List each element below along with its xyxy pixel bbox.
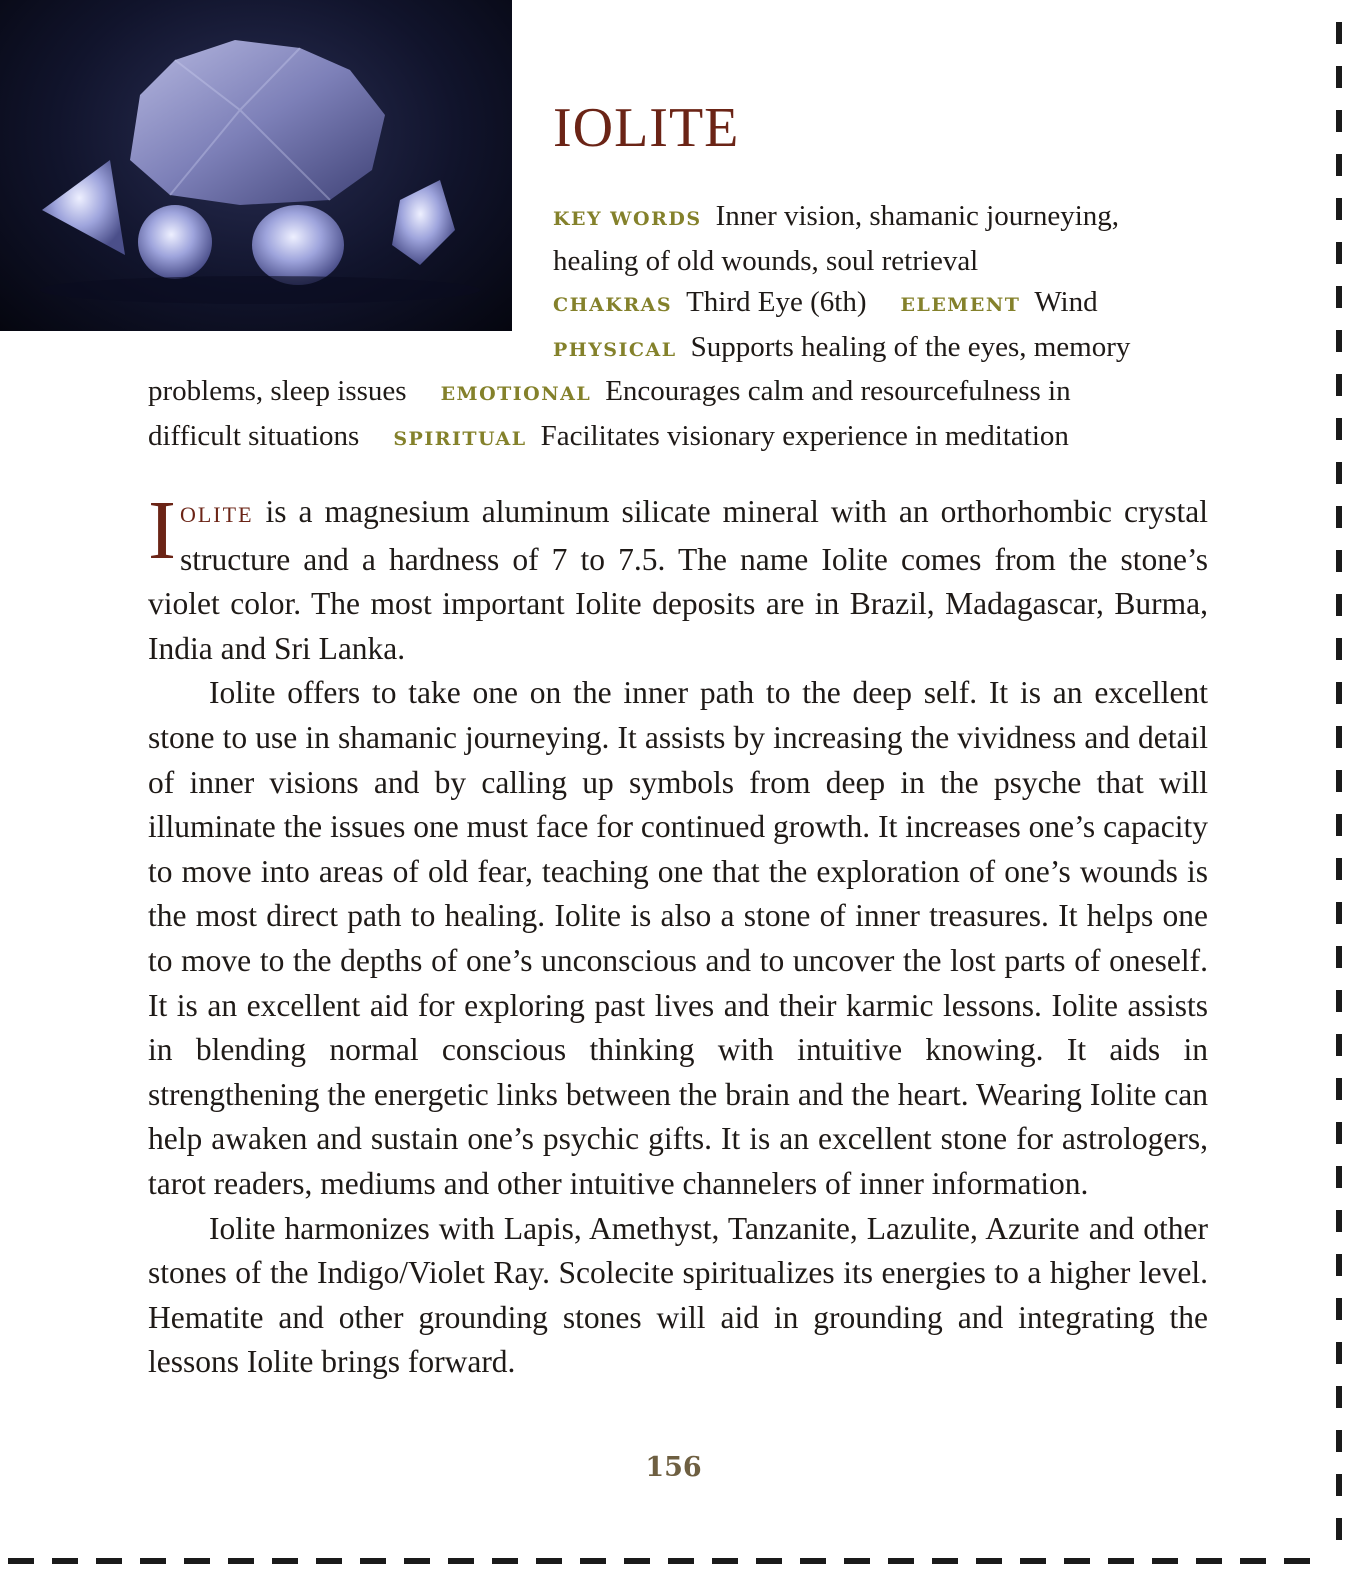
edge-mark: [228, 1558, 254, 1564]
edge-mark: [1336, 110, 1342, 132]
edge-mark: [1336, 726, 1342, 748]
edge-mark: [1336, 374, 1342, 396]
edge-mark: [712, 1558, 738, 1564]
physical-emotional-line: [148, 371, 1208, 416]
edge-mark: [1336, 550, 1342, 572]
drop-cap: I: [148, 484, 176, 577]
lead-smallcaps: OLITE: [179, 502, 254, 527]
edge-mark: [888, 1558, 914, 1564]
edge-mark: [1336, 242, 1342, 264]
edge-mark: [800, 1558, 826, 1564]
properties-block: [148, 196, 1208, 460]
body-text: [148, 484, 1208, 1385]
edge-mark: [1336, 286, 1342, 308]
edge-mark: [360, 1558, 386, 1564]
element-label: ELEMENT: [900, 294, 1021, 316]
paragraph-1-text: is a magnesium aluminum silicate mineral with an orthorhombic crystal structure and a hardness of 7 to 7.5. The name Iolite comes from the stone’s violet color. The most important Iolite deposits are in Brazil, Madagascar, Burma, India and Sri Lanka.: [148, 494, 1208, 666]
edge-mark: [1336, 946, 1342, 968]
edge-mark: [1336, 1254, 1342, 1276]
edge-mark: [1020, 1558, 1046, 1564]
edge-mark: [316, 1558, 342, 1564]
edge-mark: [1336, 682, 1342, 704]
page-title: IOLITE: [553, 97, 740, 159]
spiritual-label: SPIRITUAL: [393, 427, 527, 450]
emotional-label: EMOTIONAL: [440, 383, 592, 405]
physical-label: PHYSICAL: [553, 338, 677, 361]
edge-mark: [52, 1558, 78, 1564]
paragraph-2: Iolite offers to take one on the inner path to the deep self. It is an excellent stone to use in shamanic journeying. It assists by increasing the vividness and detail of inner visions and by calling up symbols from deep in the psyche that will illuminate the issues one must face for continued growth. It increases one’s capacity to move into areas of old fear, teaching one that the exploration of one’s wounds is the most direct path to healing. Iolite is also a stone of inner treasures. It helps one to move to the depths of one’s unconscious and to uncover the lost parts of oneself. It is an excellent aid for exploring past lives and their karmic lessons. Iolite assists in blending normal conscious thinking with intuitive knowing. It aids in strengthening the energetic links between the brain and the heart. Wearing Iolite can help awaken and sustain one’s psychic gifts. It is an excellent stone for astrologers, tarot readers, mediums and other intuitive channelers of inner information.: [148, 675, 1208, 1201]
keywords-line-2: [148, 241, 1208, 283]
physical-value-1: Supports healing of the eyes, memory: [690, 330, 1131, 363]
edge-mark: [1336, 902, 1342, 924]
edge-mark: [140, 1558, 166, 1564]
keywords-label: KEY WORDS: [553, 208, 702, 230]
keywords-value-2: healing of old wounds, soul retrieval: [553, 244, 979, 277]
paragraph-3: Iolite harmonizes with Lapis, Amethyst, Tanzanite, Lazulite, Azurite and other stones of the Indigo/Violet Ray. Scolecite spiritualizes its energies to a higher level. Hematite and other grounding stones will aid in grounding and integrating the lessons Iolite brings forward.: [148, 1210, 1208, 1380]
keywords-value-1: Inner vision, shamanic journeying,: [715, 200, 1120, 232]
edge-mark: [1336, 638, 1342, 660]
edge-mark: [1336, 858, 1342, 880]
edge-mark: [536, 1558, 562, 1564]
keywords-line: [148, 196, 1208, 241]
edge-mark: [624, 1558, 650, 1564]
emotional-value-2: difficult situations: [148, 419, 360, 452]
edge-mark: [1336, 198, 1342, 220]
edge-mark: [1336, 990, 1342, 1012]
chakras-label: CHAKRAS: [553, 294, 673, 316]
edge-mark: [96, 1558, 122, 1564]
spiritual-value: Facilitates visionary experience in meditation: [540, 419, 1069, 452]
edge-mark: [976, 1558, 1002, 1564]
edge-mark: [1336, 1430, 1342, 1452]
edge-mark: [448, 1558, 474, 1564]
edge-mark: [1336, 154, 1342, 176]
edge-mark: [1336, 1034, 1342, 1056]
edge-mark: [1336, 462, 1342, 484]
chakras-value: Third Eye (6th): [686, 286, 867, 318]
edge-mark: [1108, 1558, 1134, 1564]
edge-mark: [404, 1558, 430, 1564]
page-number: 156: [645, 1452, 702, 1483]
paragraph-1: [148, 484, 1208, 671]
edge-mark: [492, 1558, 518, 1564]
edge-mark: [1336, 1474, 1342, 1496]
edge-mark: [1336, 1342, 1342, 1364]
edge-mark: [1336, 1166, 1342, 1188]
edge-mark: [932, 1558, 958, 1564]
edge-mark: [1336, 1386, 1342, 1408]
edge-mark: [1336, 1518, 1342, 1540]
edge-mark: [1336, 814, 1342, 836]
edge-mark: [1336, 418, 1342, 440]
edge-mark: [1196, 1558, 1222, 1564]
edge-mark: [1152, 1558, 1178, 1564]
edge-mark: [756, 1558, 782, 1564]
edge-mark: [1336, 770, 1342, 792]
edge-mark: [1336, 330, 1342, 352]
element-value: Wind: [1034, 286, 1098, 318]
emotional-spiritual-line: [148, 416, 1208, 461]
edge-mark: [1336, 506, 1342, 528]
edge-mark: [1240, 1558, 1266, 1564]
edge-mark: [1336, 1078, 1342, 1100]
edge-mark: [1064, 1558, 1090, 1564]
emotional-value-1: Encourages calm and resourcefulness in: [605, 375, 1071, 407]
edge-mark: [668, 1558, 694, 1564]
chakras-element-line: [148, 282, 1208, 327]
edge-mark: [272, 1558, 298, 1564]
physical-line: [148, 327, 1208, 372]
edge-mark: [8, 1558, 34, 1564]
edge-mark: [580, 1558, 606, 1564]
edge-mark: [1336, 1122, 1342, 1144]
edge-mark: [844, 1558, 870, 1564]
edge-mark: [184, 1558, 210, 1564]
edge-mark: [1336, 594, 1342, 616]
edge-mark: [1284, 1558, 1310, 1564]
edge-mark: [1336, 66, 1342, 88]
edge-mark: [1336, 1298, 1342, 1320]
edge-mark: [1336, 1210, 1342, 1232]
edge-mark: [1336, 22, 1342, 44]
physical-value-2: problems, sleep issues: [148, 375, 407, 407]
